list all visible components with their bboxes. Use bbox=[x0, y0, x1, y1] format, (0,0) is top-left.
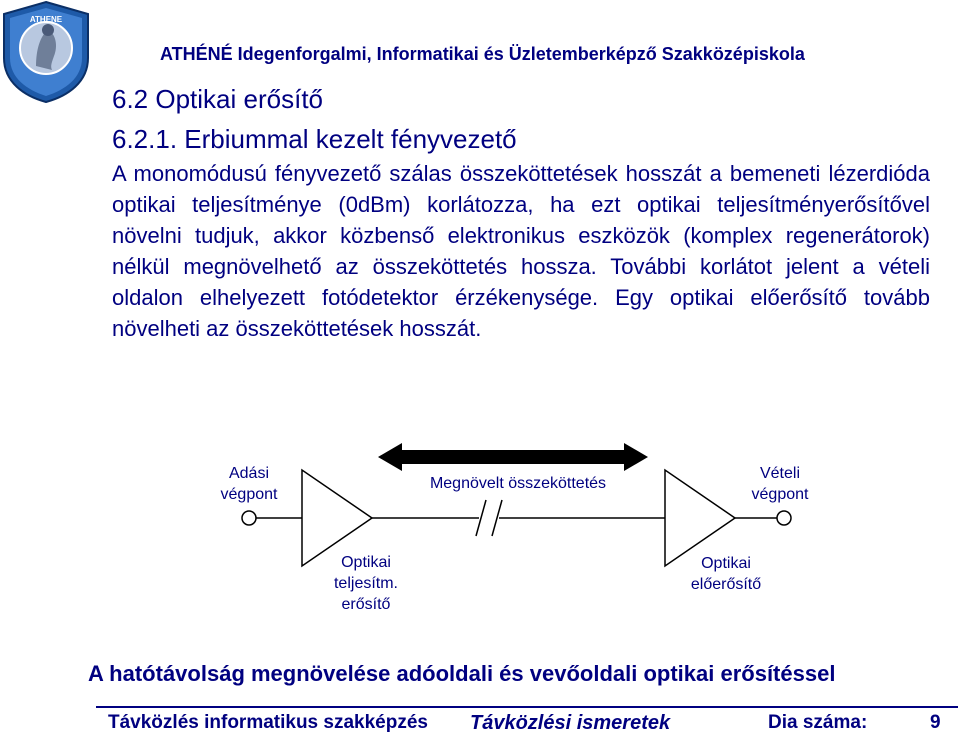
tx-label-line2: végpont bbox=[220, 486, 278, 503]
amp1-label-line1: Optikai bbox=[341, 554, 391, 571]
tx-endpoint-label bbox=[212, 463, 286, 505]
footer-slide-label: Dia száma: bbox=[768, 712, 868, 733]
footer-subject: Távközlési ismeretek bbox=[470, 712, 671, 734]
link-double-arrow bbox=[378, 443, 648, 471]
figure-caption: A hatótávolság megnövelése adóoldali és vevőoldali optikai erősítéssel bbox=[88, 661, 836, 686]
rx-endpoint-label bbox=[742, 463, 818, 505]
amp1-label-line2: teljesítm. bbox=[333, 575, 398, 592]
power-amplifier-label bbox=[324, 552, 408, 615]
amp2-label-line1: Optikai bbox=[701, 555, 751, 572]
footer-divider bbox=[96, 706, 958, 708]
amp1-label-line3: erősítő bbox=[341, 596, 391, 613]
rx-label-line2: végpont bbox=[751, 486, 809, 503]
footer-course: Távközlés informatikus szakképzés bbox=[108, 712, 428, 733]
rx-label-line1: Vételi bbox=[759, 465, 801, 482]
line-break-mark bbox=[476, 500, 502, 536]
preamplifier-label bbox=[680, 553, 772, 595]
subsection-title: 6.2.1. Erbiummal kezelt fényvezető bbox=[112, 124, 517, 154]
link-label: Megnövelt összeköttetés bbox=[429, 475, 607, 492]
tx-endpoint-node bbox=[242, 511, 256, 525]
amp2-label-line2: előerősítő bbox=[690, 576, 762, 593]
section-title: 6.2 Optikai erősítő bbox=[112, 84, 323, 114]
tx-label-line1: Adási bbox=[228, 465, 270, 482]
body-paragraph: A monomódusú fényvezető szálas összeköttetések hosszát a bemeneti lézerdióda optikai teljesítménye (0dBm) korlátozza, ha ezt optikai teljesítményerősítővel növelni tudjuk, akkor közbenső elektronikus eszközök (komplex regenerátorok) nélkül megnövelhető az összeköttetés hossza. További korlátot jelent a vételi oldalon elhelyezett fotódetektor érzékenysége. Egy optikai előerősítő tovább növelheti az összeköttetések hosszát. bbox=[112, 161, 930, 341]
rx-endpoint-node bbox=[777, 511, 791, 525]
school-name: ATHÉNÉ Idegenforgalmi, Informatikai és Üzletemberképző Szakközépiskola bbox=[160, 44, 805, 64]
svg-text:ATHENE: ATHENE bbox=[29, 15, 63, 24]
preamplifier-symbol bbox=[665, 470, 735, 566]
footer-slide-number: 9 bbox=[930, 712, 941, 733]
